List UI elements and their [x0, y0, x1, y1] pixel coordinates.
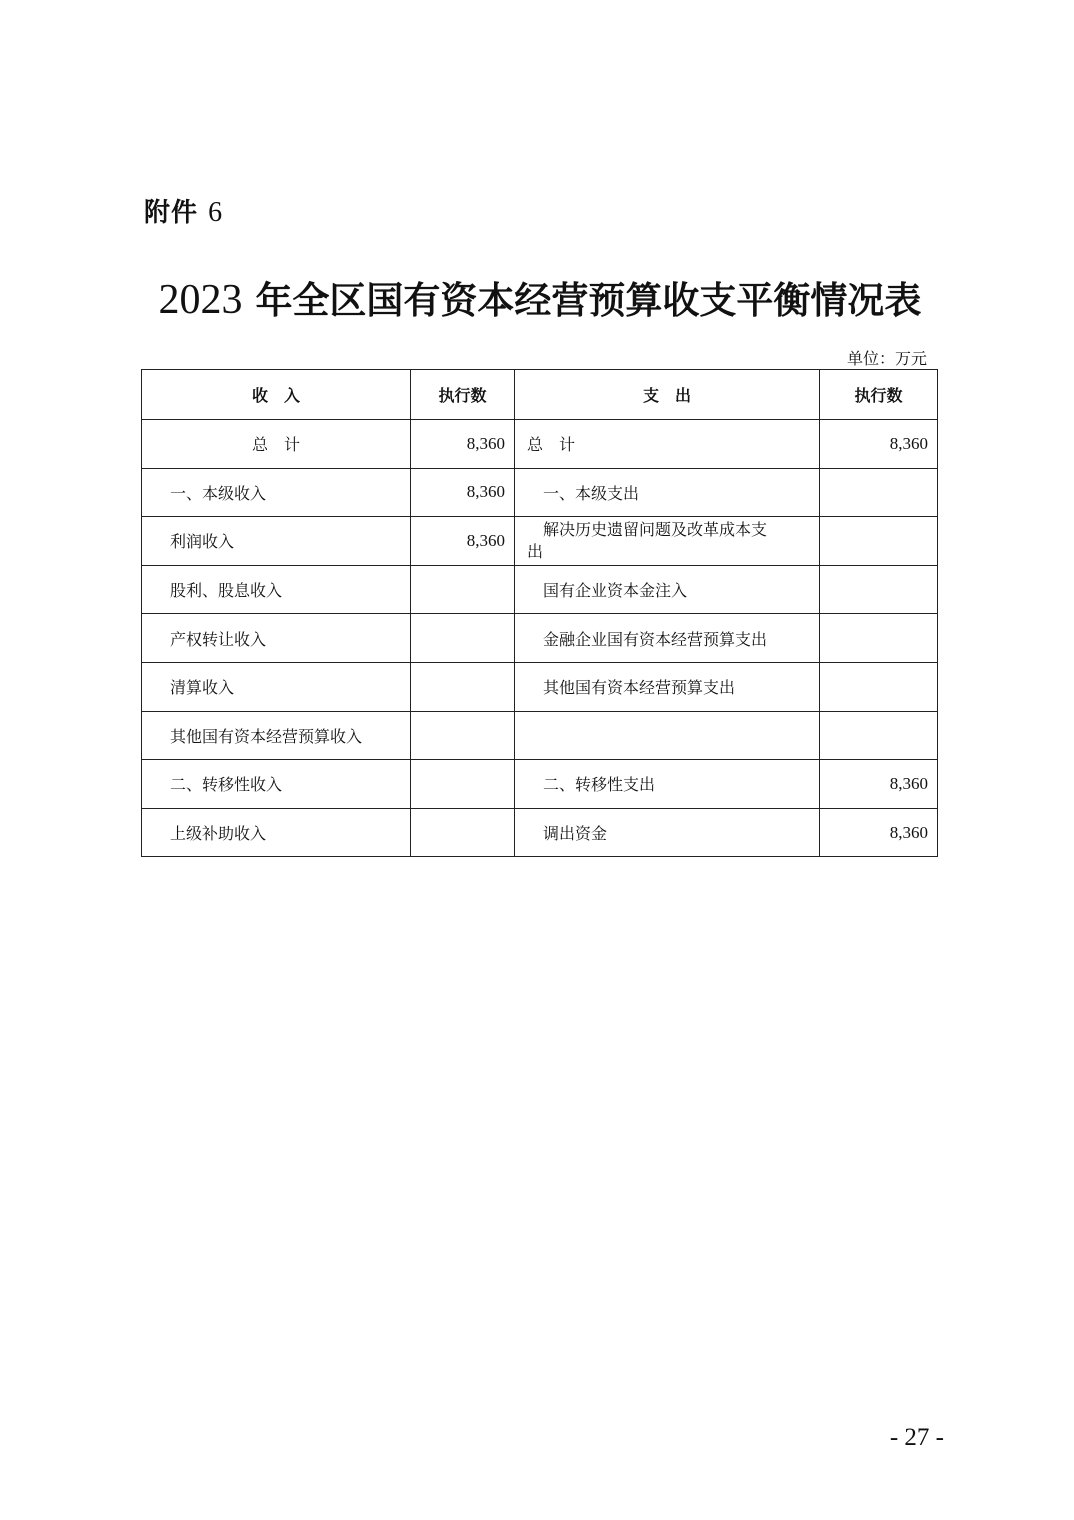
- table-row: [142, 711, 938, 760]
- income-amount-cell: 8,360: [411, 468, 515, 517]
- income-amount-cell: [411, 808, 515, 857]
- expense-cell: 金融企业国有资本经营预算支出: [515, 614, 820, 663]
- income-cell: 总 计: [142, 420, 411, 469]
- expense-cell: 其他国有资本经营预算支出: [515, 662, 820, 711]
- header-expense-amount: 执行数: [820, 370, 938, 420]
- income-cell: 利润收入: [142, 517, 411, 566]
- expense-cell: [515, 517, 820, 566]
- expense-cell: 总 计: [515, 420, 820, 469]
- expense-amount-cell: 8,360: [820, 760, 938, 809]
- income-cell: 清算收入: [142, 662, 411, 711]
- header-income-amount: 执行数: [411, 370, 515, 420]
- income-cell: 产权转让收入: [142, 614, 411, 663]
- attachment-label-text: 附件: [144, 198, 199, 228]
- table-row: [142, 614, 938, 663]
- budget-table: [141, 369, 938, 857]
- expense-cell: 调出资金: [515, 808, 820, 857]
- income-cell: 上级补助收入: [142, 808, 411, 857]
- page-number: - 27 -: [889, 1424, 944, 1451]
- title-year: 2023: [158, 277, 243, 323]
- expense-amount-cell: [820, 614, 938, 663]
- table-row: [142, 565, 938, 614]
- expense-cell: 国有企业资本金注入: [515, 565, 820, 614]
- table-header-row: [142, 370, 938, 420]
- title-text: 年全区国有资本经营预算收支平衡情况表: [255, 279, 922, 322]
- income-amount-cell: 8,360: [411, 420, 515, 469]
- expense-cell: 二、转移性支出: [515, 760, 820, 809]
- table-row: [142, 468, 938, 517]
- attachment-label: [144, 192, 223, 229]
- header-expense: 支 出: [515, 370, 820, 420]
- table-row: [142, 517, 938, 566]
- income-amount-cell: [411, 760, 515, 809]
- income-cell: 股利、股息收入: [142, 565, 411, 614]
- income-cell: 一、本级收入: [142, 468, 411, 517]
- expense-cell: 一、本级支出: [515, 468, 820, 517]
- expense-amount-cell: [820, 468, 938, 517]
- expense-amount-cell: [820, 662, 938, 711]
- attachment-number: 6: [208, 197, 224, 228]
- expense-amount-cell: 8,360: [820, 808, 938, 857]
- header-income: 收 入: [142, 370, 411, 420]
- unit-label: 单位：万元: [846, 349, 927, 368]
- expense-amount-cell: 8,360: [820, 420, 938, 469]
- table-row: [142, 760, 938, 809]
- expense-amount-cell: [820, 711, 938, 760]
- income-amount-cell: [411, 662, 515, 711]
- page-title: [140, 270, 940, 324]
- table-row: [142, 662, 938, 711]
- expense-cell-line1: 解决历史遗留问题及改革成本支: [543, 519, 768, 539]
- income-amount-cell: 8,360: [411, 517, 515, 566]
- expense-amount-cell: [820, 565, 938, 614]
- income-cell: 其他国有资本经营预算收入: [142, 711, 411, 760]
- expense-amount-cell: [820, 517, 938, 566]
- income-cell: 二、转移性收入: [142, 760, 411, 809]
- expense-cell-line2: 出: [527, 541, 544, 561]
- income-amount-cell: [411, 614, 515, 663]
- income-amount-cell: [411, 711, 515, 760]
- table-row: [142, 420, 938, 469]
- expense-cell: [515, 711, 820, 760]
- table-row: [142, 808, 938, 857]
- income-amount-cell: [411, 565, 515, 614]
